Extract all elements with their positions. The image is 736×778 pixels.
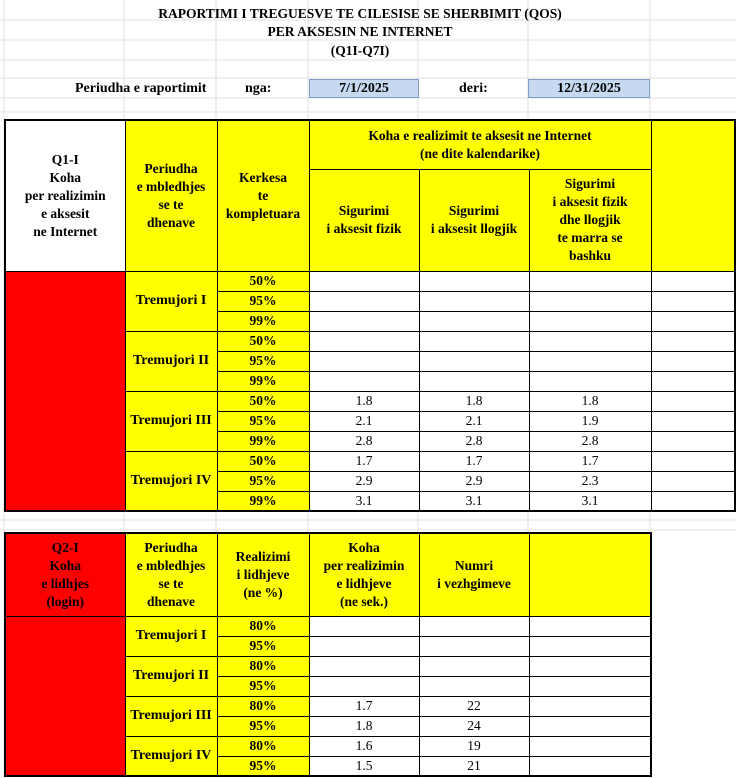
q1-value-combined[interactable]: 2.8 xyxy=(529,431,651,451)
q2-quarter-label: Tremujori I xyxy=(125,616,217,656)
q1-value-physical[interactable] xyxy=(309,271,419,291)
q1-table xyxy=(4,119,736,512)
q2-percentile: 80% xyxy=(217,616,309,636)
q2-value-time[interactable]: 1.7 xyxy=(309,696,419,716)
q1-value-logical[interactable]: 2.1 xyxy=(419,411,529,431)
q2-col-period-line4: dhenave xyxy=(146,593,195,609)
q2-col-period-line1: Periudha xyxy=(144,539,198,555)
q1-value-combined[interactable]: 3.1 xyxy=(529,491,651,511)
q2-value-extra[interactable] xyxy=(529,676,651,696)
q1-value-logical[interactable] xyxy=(419,331,529,351)
q1-value-extra[interactable] xyxy=(651,391,735,411)
q1-col-physical xyxy=(309,169,419,271)
q2-col-period-line2: e mbledhjes xyxy=(136,557,206,573)
q2-indicator-cell xyxy=(5,533,125,616)
q1-value-logical[interactable]: 1.7 xyxy=(419,451,529,471)
q1-col-combined-line4: te marra se xyxy=(557,230,623,245)
q1-value-combined[interactable] xyxy=(529,351,651,371)
q1-value-extra[interactable] xyxy=(651,331,735,351)
q2-value-count[interactable]: 19 xyxy=(419,736,529,756)
q2-value-count[interactable] xyxy=(419,616,529,636)
q1-col-period-line1: Periudha xyxy=(144,160,198,176)
q1-col-request-line1: Kerkesa xyxy=(239,169,287,185)
q1-value-logical[interactable] xyxy=(419,351,529,371)
q1-value-combined[interactable] xyxy=(529,311,651,331)
q1-value-combined[interactable]: 1.7 xyxy=(529,451,651,471)
q1-col-request-line3: kompletuara xyxy=(225,205,301,221)
q1-col-period-line2: e mbledhjes xyxy=(136,178,206,194)
q2-quarter-label: Tremujori II xyxy=(125,656,217,696)
q1-value-physical[interactable] xyxy=(309,331,419,351)
q1-header-extra xyxy=(651,120,735,271)
q2-percentile: 95% xyxy=(217,716,309,736)
q2-percentile: 80% xyxy=(217,696,309,716)
q1-value-extra[interactable] xyxy=(651,311,735,331)
q2-code: Q2-I xyxy=(51,539,79,555)
q1-value-physical[interactable] xyxy=(309,371,419,391)
q2-col-period xyxy=(125,533,217,616)
q1-percentile: 50% xyxy=(217,331,309,351)
q1-value-logical[interactable]: 2.8 xyxy=(419,431,529,451)
q2-value-time[interactable]: 1.5 xyxy=(309,756,419,776)
q2-value-time[interactable]: 1.8 xyxy=(309,716,419,736)
q1-col-period-line4: dhenave xyxy=(146,214,195,230)
q2-percentile: 80% xyxy=(217,736,309,756)
q1-value-extra[interactable] xyxy=(651,271,735,291)
q1-group-header xyxy=(309,120,651,169)
q1-value-logical[interactable] xyxy=(419,311,529,331)
q2-col-realization-line3: (ne %) xyxy=(243,584,283,600)
q2-value-extra[interactable] xyxy=(529,616,651,636)
q2-col-realization-line1: Realizimi xyxy=(235,548,291,564)
q1-group-header-line2: (ne dite kalendarike) xyxy=(420,145,540,161)
q2-value-time[interactable]: 1.6 xyxy=(309,736,419,756)
q1-value-extra[interactable] xyxy=(651,431,735,451)
q2-col-count-line2: i vezhgimeve xyxy=(437,575,511,591)
q2-col-realization xyxy=(217,533,309,616)
q1-value-combined[interactable]: 1.8 xyxy=(529,391,651,411)
report-title-line2: PER AKSESIN NE INTERNET xyxy=(267,24,453,39)
q2-col-time-line2: per realizimin xyxy=(323,557,405,573)
q1-percentile: 95% xyxy=(217,411,309,431)
q1-value-physical[interactable]: 2.8 xyxy=(309,431,419,451)
q2-percentile: 95% xyxy=(217,636,309,656)
q1-value-combined[interactable]: 2.3 xyxy=(529,471,651,491)
q1-value-combined[interactable] xyxy=(529,291,651,311)
q2-value-extra[interactable] xyxy=(529,636,651,656)
q2-name-line3: (login) xyxy=(46,593,84,609)
q2-col-count-line1: Numri xyxy=(454,557,494,573)
q1-percentile: 95% xyxy=(217,291,309,311)
q1-col-logical xyxy=(419,169,529,271)
q2-col-realization-line2: i lidhjeve xyxy=(236,566,290,582)
q1-value-logical[interactable]: 2.9 xyxy=(419,471,529,491)
q1-quarter-label: Tremujori I xyxy=(125,271,217,331)
q2-value-time[interactable] xyxy=(309,676,419,696)
q2-indicator-fill xyxy=(5,616,125,776)
q2-value-count[interactable] xyxy=(419,656,529,676)
q2-value-count[interactable]: 24 xyxy=(419,716,529,736)
q1-percentile: 99% xyxy=(217,311,309,331)
q1-value-logical[interactable]: 1.8 xyxy=(419,391,529,411)
period-label: Periudha e raportimit xyxy=(75,81,207,96)
q1-indicator-cell xyxy=(5,120,125,271)
q1-name-line3: e aksesit xyxy=(41,205,90,221)
q1-value-logical[interactable] xyxy=(419,371,529,391)
q2-percentile: 95% xyxy=(217,676,309,696)
q1-col-period xyxy=(125,120,217,271)
q1-name-line2: per realizimin xyxy=(24,187,106,203)
q2-value-extra[interactable] xyxy=(529,696,651,716)
q2-name-line2: e lidhjes xyxy=(41,575,90,591)
q1-value-combined[interactable] xyxy=(529,331,651,351)
q1-col-period-line3: se te xyxy=(158,196,184,212)
q1-col-combined-line5: bashku xyxy=(568,248,612,263)
q1-value-combined[interactable]: 1.9 xyxy=(529,411,651,431)
q1-col-physical-line2: i aksesit fizik xyxy=(326,221,402,236)
q1-col-combined-line2: i aksesit fizik xyxy=(552,194,628,209)
q2-value-count[interactable] xyxy=(419,676,529,696)
q2-value-count[interactable]: 22 xyxy=(419,696,529,716)
q1-value-extra[interactable] xyxy=(651,491,735,511)
q1-value-physical[interactable]: 1.7 xyxy=(309,451,419,471)
q2-col-count xyxy=(419,533,529,616)
q1-indicator-fill xyxy=(5,271,125,511)
q1-value-physical[interactable]: 2.9 xyxy=(309,471,419,491)
q1-col-logical-line1: Sigurimi xyxy=(448,203,500,218)
q1-col-logical-line2: i aksesit llogjik xyxy=(430,221,518,236)
q1-code: Q1-I xyxy=(51,151,79,167)
q1-quarter-label: Tremujori III xyxy=(125,391,217,451)
q1-value-physical[interactable]: 1.8 xyxy=(309,391,419,411)
q2-value-time[interactable] xyxy=(309,616,419,636)
q1-value-physical[interactable]: 3.1 xyxy=(309,491,419,511)
q1-name-line1: Koha xyxy=(49,169,81,185)
q1-value-logical[interactable]: 3.1 xyxy=(419,491,529,511)
q1-value-logical[interactable] xyxy=(419,271,529,291)
q2-value-extra[interactable] xyxy=(529,656,651,676)
q1-value-extra[interactable] xyxy=(651,471,735,491)
q2-value-extra[interactable] xyxy=(529,736,651,756)
q1-col-combined xyxy=(529,169,651,271)
q1-percentile: 95% xyxy=(217,351,309,371)
q2-value-time[interactable] xyxy=(309,656,419,676)
q2-percentile: 80% xyxy=(217,656,309,676)
q2-table xyxy=(4,532,652,777)
q2-quarter-label: Tremujori III xyxy=(125,696,217,736)
q1-value-combined[interactable] xyxy=(529,371,651,391)
report-title-line1: RAPORTIMI I TREGUESVE TE CILESISE SE SHERBIMIT (QOS) xyxy=(158,6,562,21)
q2-header-extra xyxy=(529,533,651,616)
q2-value-time[interactable] xyxy=(309,636,419,656)
period-from-label: nga: xyxy=(245,81,272,96)
q1-percentile: 50% xyxy=(217,451,309,471)
q1-value-physical[interactable] xyxy=(309,311,419,331)
period-to-date[interactable]: 12/31/2025 xyxy=(528,79,650,98)
q1-col-combined-line1: Sigurimi xyxy=(564,176,616,191)
q1-col-request-line2: te xyxy=(257,187,269,203)
q2-quarter-label: Tremujori IV xyxy=(125,736,217,776)
q1-value-extra[interactable] xyxy=(651,451,735,471)
q1-value-extra[interactable] xyxy=(651,291,735,311)
q2-col-period-line3: se te xyxy=(158,575,184,591)
q2-value-count[interactable] xyxy=(419,636,529,656)
q1-percentile: 50% xyxy=(217,271,309,291)
q1-percentile: 99% xyxy=(217,491,309,511)
report-title-line3: (Q1I-Q7I) xyxy=(330,43,390,58)
q2-percentile: 95% xyxy=(217,756,309,776)
q1-value-combined[interactable] xyxy=(529,271,651,291)
q1-percentile: 50% xyxy=(217,391,309,411)
q1-quarter-label: Tremujori II xyxy=(125,331,217,391)
q1-percentile: 95% xyxy=(217,471,309,491)
q1-value-extra[interactable] xyxy=(651,371,735,391)
q1-table-row xyxy=(5,271,735,291)
q1-group-header-line1: Koha e realizimit te aksesit ne Internet xyxy=(368,127,592,143)
q1-value-physical[interactable] xyxy=(309,351,419,371)
q2-col-time xyxy=(309,533,419,616)
q1-col-request xyxy=(217,120,309,271)
q2-value-count[interactable]: 21 xyxy=(419,756,529,776)
q2-col-time-line3: e lidhjeve xyxy=(336,575,392,591)
q2-col-time-line4: (ne sek.) xyxy=(340,593,388,609)
q1-value-extra[interactable] xyxy=(651,411,735,431)
period-to-label: deri: xyxy=(459,81,488,96)
q1-percentile: 99% xyxy=(217,431,309,451)
q1-quarter-label: Tremujori IV xyxy=(125,451,217,511)
q1-col-combined-line3: dhe llogjik xyxy=(559,212,621,227)
q1-value-extra[interactable] xyxy=(651,351,735,371)
q2-value-extra[interactable] xyxy=(529,756,651,776)
q2-name-line1: Koha xyxy=(49,557,81,573)
q1-value-logical[interactable] xyxy=(419,291,529,311)
q1-name-line4: ne Internet xyxy=(33,223,98,239)
q1-col-physical-line1: Sigurimi xyxy=(338,203,390,218)
q1-value-physical[interactable] xyxy=(309,291,419,311)
q1-value-physical[interactable]: 2.1 xyxy=(309,411,419,431)
q2-col-time-line1: Koha xyxy=(348,539,380,555)
period-from-date[interactable]: 7/1/2025 xyxy=(309,79,419,98)
q1-percentile: 99% xyxy=(217,371,309,391)
q2-table-row xyxy=(5,616,651,636)
q2-value-extra[interactable] xyxy=(529,716,651,736)
